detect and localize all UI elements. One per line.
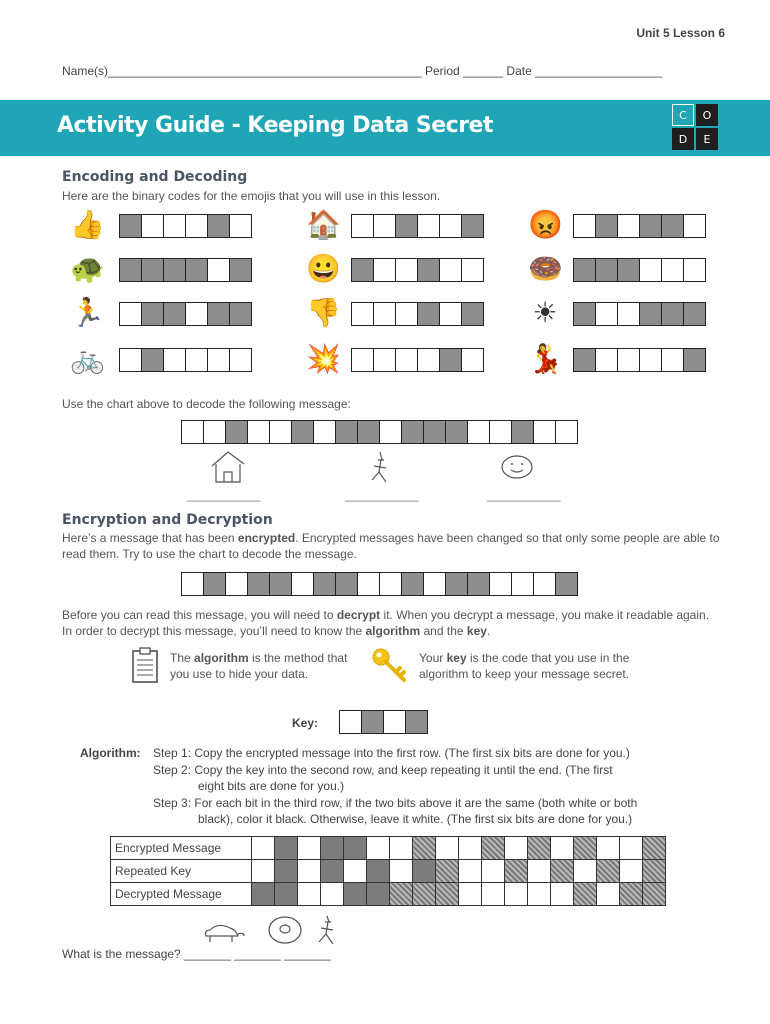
bit-cell-empty[interactable]: [620, 860, 643, 883]
thumbs-up-icon: 👍: [70, 209, 105, 240]
algo-bold: algorithm: [194, 651, 249, 665]
row-label: Decrypted Message: [111, 883, 252, 906]
bit-cell-empty: [185, 214, 208, 238]
bit-cell-empty[interactable]: [459, 837, 482, 860]
decode-prompt: Use the chart above to decode the following message:: [62, 397, 351, 411]
bit-cell-empty: [533, 420, 556, 444]
bit-cell-empty: [185, 302, 208, 326]
bit-cell-empty: [247, 420, 270, 444]
bit-cell-empty: [639, 258, 662, 282]
encryption-heading: Encryption and Decryption: [62, 512, 273, 528]
message-question: What is the message? _______ _______ _______: [62, 947, 331, 961]
bit-cell-filled[interactable]: [275, 883, 298, 906]
bit-cell-empty: [573, 214, 596, 238]
bit-cell-filled: [141, 302, 164, 326]
bit-cell-filled: [401, 420, 424, 444]
key-bold: key: [446, 651, 467, 665]
bit-cell-empty[interactable]: [390, 860, 413, 883]
key-label: Key:: [292, 716, 319, 730]
bit-cell-empty: [617, 214, 640, 238]
bit-cell-filled: [417, 302, 440, 326]
bit-cell-empty[interactable]: [597, 837, 620, 860]
bit-cell-empty: [269, 420, 292, 444]
bit-cell-scribbled[interactable]: [574, 883, 597, 906]
bit-cell-scribbled[interactable]: [620, 883, 643, 906]
bit-cell-empty: [417, 214, 440, 238]
decrypt-text: .: [486, 624, 491, 638]
emoji-binary-code: [574, 258, 706, 282]
bit-cell-empty: [489, 572, 512, 596]
bit-cell-empty: [207, 348, 230, 372]
bit-cell-filled: [639, 214, 662, 238]
bit-cell-filled: [461, 302, 484, 326]
bit-cell-filled: [461, 214, 484, 238]
emoji-binary-code: [574, 302, 706, 326]
bit-cell-empty: [373, 258, 396, 282]
bit-cell-empty: [351, 214, 374, 238]
smiley-sketch-icon: [498, 452, 536, 482]
explosion-icon: 💥: [306, 343, 341, 374]
bit-cell-empty: [373, 348, 396, 372]
bit-cell-empty[interactable]: [482, 883, 505, 906]
bit-cell-empty: [229, 214, 252, 238]
bit-cell-filled: [313, 572, 336, 596]
bit-cell-empty: [379, 420, 402, 444]
bit-cell-empty: [141, 214, 164, 238]
bit-cell-filled: [225, 420, 248, 444]
emoji-binary-code: [120, 214, 252, 238]
bit-cell-empty: [119, 302, 142, 326]
bit-cell-scribbled[interactable]: [390, 883, 413, 906]
bit-cell-empty: [357, 572, 380, 596]
bit-cell-filled: [351, 258, 374, 282]
bit-cell-filled[interactable]: [275, 860, 298, 883]
encryption-intro: [62, 530, 722, 562]
bit-cell-filled: [417, 258, 440, 282]
angry-face-icon: 😡: [528, 209, 563, 240]
bit-cell-filled[interactable]: [252, 883, 275, 906]
algorithm-step-2-cont: eight bits are done for you.): [198, 779, 345, 793]
bit-cell-empty: [291, 572, 314, 596]
intro-bold: encrypted: [237, 531, 296, 545]
bit-cell-empty: [511, 572, 534, 596]
algorithm-step-3: Step 3: For each bit in the third row, if the two bits above it are the same (both white or both: [153, 796, 638, 810]
algorithm-definition: [170, 650, 350, 682]
bit-cell-filled: [229, 258, 252, 282]
key-text: Your: [419, 651, 447, 665]
bit-cell-empty[interactable]: [528, 860, 551, 883]
algorithm-step-2: Step 2: Copy the key into the second row, and keep repeating it until the end. (The first: [153, 763, 613, 777]
bit-cell-empty[interactable]: [459, 860, 482, 883]
bit-cell-empty: [229, 348, 252, 372]
emoji-binary-code: [120, 258, 252, 282]
bit-cell-filled: [395, 214, 418, 238]
bicycle-icon: 🚲: [70, 343, 105, 374]
bit-cell-filled[interactable]: [275, 837, 298, 860]
bit-cell-empty: [533, 572, 556, 596]
bit-cell-empty: [595, 348, 618, 372]
bit-cell-scribbled[interactable]: [436, 860, 459, 883]
decrypt-paragraph: [62, 607, 722, 639]
bit-cell-filled[interactable]: [367, 860, 390, 883]
algorithm-bold: algorithm: [365, 624, 421, 638]
bit-cell-filled: [207, 302, 230, 326]
logo-letter: O: [696, 104, 718, 126]
bit-cell-empty[interactable]: [298, 837, 321, 860]
bit-cell-filled: [269, 572, 292, 596]
bit-cell-empty: [373, 214, 396, 238]
logo-letter: E: [696, 128, 718, 150]
name-period-date-line: Name(s)_______________________________________________ Period ______ Date ___________________: [62, 64, 662, 78]
bit-cell-empty: [489, 420, 512, 444]
answer-blank: ___________: [487, 488, 561, 502]
bit-cell-filled: [511, 420, 534, 444]
runner-sketch-icon: [364, 448, 394, 486]
bit-cell-empty: [661, 258, 684, 282]
bit-cell-filled: [163, 302, 186, 326]
bit-cell-empty: [163, 214, 186, 238]
bit-cell-empty: [439, 258, 462, 282]
bit-cell-empty: [683, 214, 706, 238]
code-logo: [672, 104, 720, 152]
runner-icon: 🏃: [70, 297, 105, 328]
key-definition: [419, 650, 659, 682]
bit-cell-scribbled[interactable]: [413, 837, 436, 860]
bit-cell-filled: [595, 214, 618, 238]
bit-cell-empty: [555, 420, 578, 444]
bit-cell-empty[interactable]: [551, 883, 574, 906]
bit-cell-scribbled[interactable]: [551, 860, 574, 883]
bit-cell-empty[interactable]: [390, 837, 413, 860]
bit-cell-empty[interactable]: [436, 837, 459, 860]
bit-cell-filled: [141, 348, 164, 372]
bit-cell-empty: [383, 710, 406, 734]
donut-sketch-icon: [266, 914, 304, 946]
emoji-binary-code: [352, 348, 484, 372]
bit-cell-empty: [395, 348, 418, 372]
page-title: Activity Guide - Keeping Data Secret: [57, 113, 493, 138]
bit-cell-scribbled[interactable]: [436, 883, 459, 906]
bit-cell-empty: [423, 572, 446, 596]
bit-cell-filled[interactable]: [367, 883, 390, 906]
bit-cell-filled[interactable]: [321, 837, 344, 860]
dancer-icon: 💃: [528, 343, 563, 374]
runner-sketch-icon-2: [312, 912, 342, 948]
donut-icon: 🍩: [528, 253, 563, 284]
bit-cell-empty: [639, 348, 662, 372]
bit-cell-empty: [119, 348, 142, 372]
bit-cell-filled: [555, 572, 578, 596]
decode-message-bits: [182, 420, 578, 444]
bit-cell-scribbled[interactable]: [574, 837, 597, 860]
bit-cell-filled: [401, 572, 424, 596]
bit-cell-empty[interactable]: [620, 837, 643, 860]
table-row: [111, 883, 666, 906]
key-text: is the code that you use in the algorithm to keep your message secret.: [419, 651, 630, 681]
bit-cell-empty[interactable]: [344, 860, 367, 883]
bit-cell-filled[interactable]: [344, 837, 367, 860]
bit-cell-filled: [573, 348, 596, 372]
bit-cell-filled: [683, 302, 706, 326]
emoji-binary-code: [352, 302, 484, 326]
bit-cell-empty[interactable]: [597, 883, 620, 906]
bit-cell-empty: [439, 214, 462, 238]
bit-cell-filled: [335, 420, 358, 444]
key-bits: [340, 710, 428, 734]
bit-cell-filled[interactable]: [413, 860, 436, 883]
bit-cell-filled: [683, 348, 706, 372]
bit-cell-filled: [335, 572, 358, 596]
bit-cell-scribbled[interactable]: [413, 883, 436, 906]
turtle-icon: 🐢: [70, 253, 105, 284]
bit-cell-empty: [617, 348, 640, 372]
intro-text: Here’s a message that has been: [62, 531, 238, 545]
bit-cell-filled: [661, 302, 684, 326]
emoji-binary-code: [352, 214, 484, 238]
bit-cell-filled: [203, 572, 226, 596]
bit-cell-empty: [395, 302, 418, 326]
bit-cell-scribbled[interactable]: [643, 837, 666, 860]
bit-cell-empty[interactable]: [459, 883, 482, 906]
emoji-binary-code: [120, 302, 252, 326]
bit-cell-filled: [247, 572, 270, 596]
key-bold: key: [466, 624, 487, 638]
bit-cell-empty[interactable]: [574, 860, 597, 883]
bit-cell-empty: [439, 302, 462, 326]
answer-blank: ___________: [187, 488, 261, 502]
bit-cell-empty[interactable]: [298, 883, 321, 906]
bit-cell-empty: [661, 348, 684, 372]
emoji-binary-code: [574, 214, 706, 238]
answer-blank: ___________: [345, 488, 419, 502]
bit-cell-filled[interactable]: [321, 860, 344, 883]
emoji-binary-code: [574, 348, 706, 372]
bit-cell-filled: [467, 572, 490, 596]
algorithm-step-3-cont: black), color it black. Otherwise, leave it white. (The first six bits are done for you.): [198, 812, 633, 826]
encoding-intro: Here are the binary codes for the emojis that you will use in this lesson.: [62, 189, 441, 203]
bit-cell-empty: [395, 258, 418, 282]
bit-cell-filled: [141, 258, 164, 282]
unit-lesson-label: Unit 5 Lesson 6: [636, 26, 725, 40]
bit-cell-scribbled[interactable]: [643, 860, 666, 883]
bit-cell-empty[interactable]: [482, 860, 505, 883]
bit-cell-empty: [185, 348, 208, 372]
algo-text: The: [170, 651, 195, 665]
bit-cell-empty: [683, 258, 706, 282]
bit-cell-filled: [185, 258, 208, 282]
thumbs-down-icon: 👎: [306, 297, 341, 328]
bit-cell-empty: [163, 348, 186, 372]
key-icon: [370, 646, 408, 684]
row-label: Repeated Key: [111, 860, 252, 883]
table-row: [111, 837, 666, 860]
bit-cell-filled: [573, 258, 596, 282]
sun-icon: ☀: [532, 297, 558, 328]
bit-cell-empty: [181, 420, 204, 444]
bit-cell-empty[interactable]: [367, 837, 390, 860]
bit-cell-empty: [207, 258, 230, 282]
bit-cell-empty: [351, 302, 374, 326]
bit-cell-empty: [181, 572, 204, 596]
bit-cell-empty[interactable]: [252, 837, 275, 860]
bit-cell-empty[interactable]: [252, 860, 275, 883]
bit-cell-scribbled[interactable]: [482, 837, 505, 860]
decrypt-text: it. When you decrypt a message, you make it readable again. In order to decrypt this message, you’ll need to know the: [62, 608, 710, 638]
algo-text: is the method that you use to hide your data.: [170, 651, 348, 681]
bit-cell-empty: [313, 420, 336, 444]
bit-cell-empty: [617, 302, 640, 326]
bit-cell-filled: [445, 420, 468, 444]
emoji-binary-code: [120, 348, 252, 372]
bit-cell-filled: [439, 348, 462, 372]
bit-cell-empty: [595, 302, 618, 326]
bit-cell-filled: [163, 258, 186, 282]
bit-cell-empty[interactable]: [505, 837, 528, 860]
bit-cell-empty[interactable]: [505, 883, 528, 906]
bit-cell-filled: [361, 710, 384, 734]
algorithm-label: Algorithm:: [80, 746, 141, 760]
emoji-binary-code: [352, 258, 484, 282]
bit-cell-filled: [617, 258, 640, 282]
house-sketch-icon: [208, 446, 248, 486]
bit-cell-filled[interactable]: [344, 883, 367, 906]
encrypted-message-bits: [182, 572, 578, 596]
bit-cell-empty: [373, 302, 396, 326]
turtle-sketch-icon: [200, 918, 248, 948]
bit-cell-filled: [573, 302, 596, 326]
bit-cell-empty: [225, 572, 248, 596]
row-label: Encrypted Message: [111, 837, 252, 860]
bit-cell-filled: [207, 214, 230, 238]
bit-cell-filled: [639, 302, 662, 326]
bit-cell-filled: [423, 420, 446, 444]
bit-cell-filled: [595, 258, 618, 282]
bit-cell-empty[interactable]: [298, 860, 321, 883]
decrypt-bold: decrypt: [336, 608, 381, 622]
bit-cell-filled: [291, 420, 314, 444]
bit-cell-filled: [661, 214, 684, 238]
intro-text: . Encrypted messages have been changed so that only some people are able to read them. Try to use the chart to decode the message.: [62, 531, 720, 561]
clipboard-icon: [130, 646, 160, 684]
bit-cell-filled: [119, 258, 142, 282]
bit-cell-empty[interactable]: [528, 883, 551, 906]
bit-cell-empty: [379, 572, 402, 596]
bit-cell-empty: [203, 420, 226, 444]
bit-cell-scribbled[interactable]: [597, 860, 620, 883]
bit-cell-empty[interactable]: [321, 883, 344, 906]
decrypt-text: Before you can read this message, you will need to: [62, 608, 337, 622]
bit-cell-scribbled[interactable]: [528, 837, 551, 860]
bit-cell-empty: [461, 258, 484, 282]
logo-letter: D: [672, 128, 694, 150]
grinning-face-icon: 😀: [306, 253, 341, 284]
decryption-table: [110, 836, 666, 906]
bit-cell-filled: [445, 572, 468, 596]
bit-cell-empty[interactable]: [551, 837, 574, 860]
decrypt-text: and the: [420, 624, 467, 638]
encoding-heading: Encoding and Decoding: [62, 169, 248, 185]
bit-cell-filled: [357, 420, 380, 444]
bit-cell-empty: [467, 420, 490, 444]
algorithm-step-1: Step 1: Copy the encrypted message into the first row. (The first six bits are done for you.): [153, 746, 630, 760]
bit-cell-empty: [417, 348, 440, 372]
table-row: [111, 860, 666, 883]
bit-cell-scribbled[interactable]: [505, 860, 528, 883]
house-icon: 🏠: [306, 209, 341, 240]
bit-cell-empty: [351, 348, 374, 372]
bit-cell-filled: [405, 710, 428, 734]
bit-cell-empty: [461, 348, 484, 372]
logo-letter: C: [672, 104, 694, 126]
bit-cell-filled: [229, 302, 252, 326]
bit-cell-filled: [119, 214, 142, 238]
bit-cell-empty: [339, 710, 362, 734]
bit-cell-scribbled[interactable]: [643, 883, 666, 906]
